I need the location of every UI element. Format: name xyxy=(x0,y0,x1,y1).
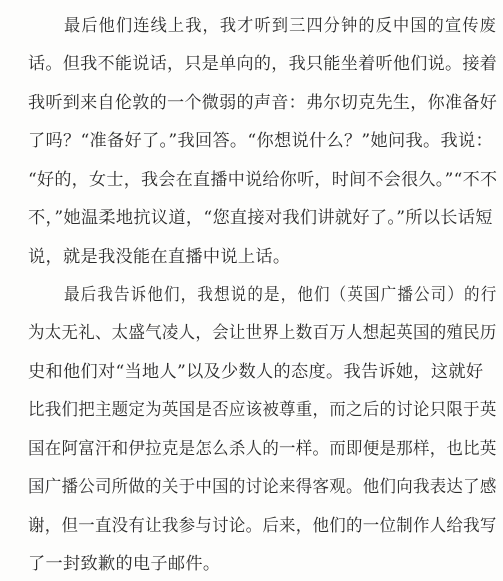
paragraph-1-line-3: 我听到来自伦敦的一个微弱的声音：弗尔切克先生，你准备好 xyxy=(28,92,498,113)
paragraph-1-line-1: 最后他们连线上我，我才听到三四分钟的反中国的宣传废 xyxy=(64,16,497,36)
paragraph-2-line-2: 为太无礼、太盛气凌人，会让世界上数百万人想起英国的殖民历 xyxy=(28,323,497,344)
paragraph-2-line-3: 史和他们对“当地人”以及少数人的态度。我告诉她，这就好 xyxy=(28,361,484,382)
paragraph-1-line-2: 话。但我不能说话，只是单向的，我只能坐着听他们说。接着 xyxy=(28,54,498,75)
paragraph-2-line-5: 国在阿富汗和伊拉克是怎么杀人的一样。而即便是那样，也比英 xyxy=(28,438,497,459)
paragraph-1-line-5: “好的，女士，我会在直播中说给你听，时间不会很久。”“不不 xyxy=(28,169,498,190)
paragraph-2-line-8: 了一封致歉的电子邮件。 xyxy=(28,554,221,574)
paragraph-2-line-1: 最后我告诉他们，我想说的是，他们（英国广播公司）的行 xyxy=(64,285,498,305)
paragraph-2-line-7: 谢，但一直没有让我参与讨论。后来，他们的一位制作人给我写 xyxy=(28,515,497,536)
paragraph-2-line-4: 比我们把主题定为英国是否应该被尊重，而之后的讨论只限于英 xyxy=(28,400,497,421)
paragraph-1-line-4: 了吗？“准备好了。”我回答。“你想说什么？”她问我。我说： xyxy=(28,131,493,152)
paragraph-1-line-6: 不，”她温柔地抗议道，“您直接对我们讲就好了。”所以长话短 xyxy=(28,208,493,229)
paragraph-1-line-7: 说，就是我没能在直播中说上话。 xyxy=(28,246,291,267)
paragraph-2-line-6: 国广播公司所做的关于中国的讨论来得客观。他们向我表达了感 xyxy=(28,477,497,498)
